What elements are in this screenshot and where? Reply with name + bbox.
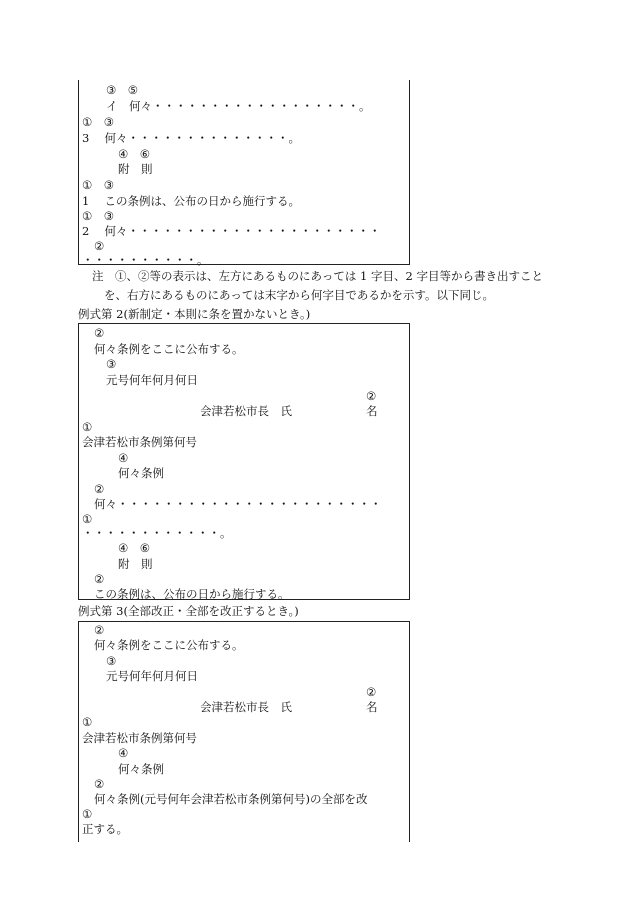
position-marks: ④ ⑥ [118,147,151,161]
position-marks: ① ③ [82,178,115,192]
position-mark: ④ [118,746,129,760]
position-mark: ③ [106,357,117,371]
position-mark: ① [82,512,93,526]
body-line: 正する。 [82,822,128,836]
body-line: 何々条例(元号何年会津若松市条例第何号)の全部を改 [94,792,368,806]
position-marks: ④ ⑥ [118,541,151,555]
mayor-name: 名 [366,404,378,418]
date-line: 元号何年何月何日 [106,669,198,683]
body-line: 何々・・・・・・・・・・・・・・・・・・・・・・・ [94,497,382,511]
provision-line: 1 この条例は、公布の日から施行する。 [82,194,300,208]
note-line: 注 ①、②等の表示は、左方にあるものにあっては 1 字目、2 字目等から書き出すこと [92,269,543,283]
ordinance-number: 会津若松市条例第何号 [82,731,197,745]
provision-line: 2 何々・・・・・・・・・・・・・・・・・・・・・・ [82,224,381,238]
example-heading: 例式第 3(全部改正・全部を改正するとき。) [78,604,299,618]
date-line: 元号何年何月何日 [106,373,198,387]
position-marks: ③ ⑤ [106,83,139,97]
position-mark: ② [366,685,377,699]
position-mark: ② [94,623,105,637]
supplementary-heading: 附 則 [118,162,153,176]
position-mark: ② [94,572,105,586]
position-mark: ② [366,389,377,403]
note-line: を、右方にあるものにあっては末字から何字目であるかを示す。以下同じ。 [104,288,494,302]
position-marks: ① ③ [82,115,115,129]
position-mark: ② [94,326,105,340]
ordinance-title: 何々条例 [118,466,164,480]
promulgation-line: 何々条例をここに公布する。 [94,342,244,356]
mayor-line: 会津若松市長 氏 [200,404,292,418]
position-mark: ① [82,420,93,434]
example-heading: 例式第 2(新制定・本則に条を置かないとき。) [78,307,311,321]
ordinance-number: 会津若松市条例第何号 [82,435,197,449]
position-mark: ① [82,715,93,729]
body-line: ・・・・・・・・・・・・。 [82,526,232,540]
position-mark: ② [94,777,105,791]
position-mark: ② [94,482,105,496]
supplementary-heading: 附 則 [118,557,153,571]
mayor-name: 名 [366,700,378,714]
provision-line: この条例は、公布の日から施行する。 [94,587,290,601]
position-mark: ② [94,239,105,253]
provision-line: ・・・・・・・・・・。 [82,253,209,267]
promulgation-line: 何々条例をここに公布する。 [94,638,244,652]
article-line: 3 何々・・・・・・・・・・・・・・。 [82,131,300,145]
position-mark: ④ [118,451,129,465]
ordinance-title: 何々条例 [118,762,164,776]
mayor-line: 会津若松市長 氏 [200,700,292,714]
item-line: イ 何々・・・・・・・・・・・・・・・・・・。 [106,99,371,113]
position-mark: ① [82,807,93,821]
position-marks: ① ③ [82,209,115,223]
position-mark: ③ [106,654,117,668]
